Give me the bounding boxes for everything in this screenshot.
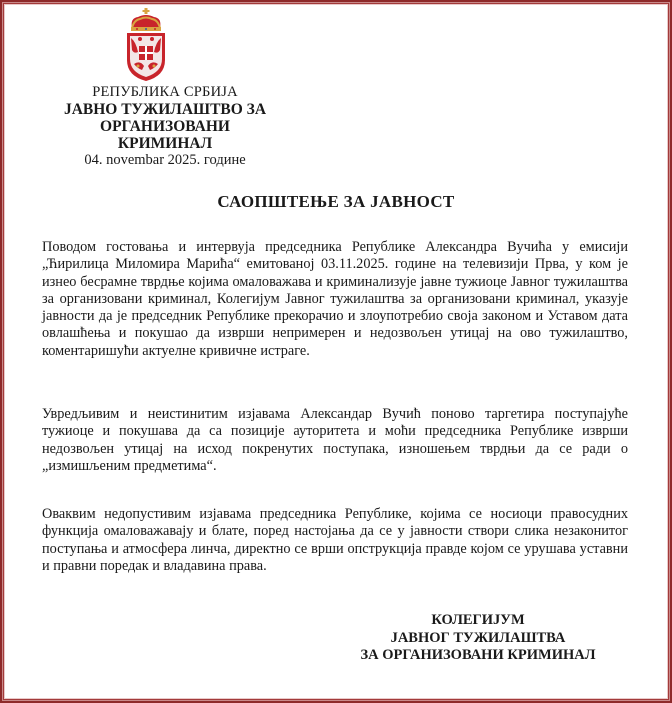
signature-line2: ЈАВНОГ ТУЖИЛАШТВА <box>390 629 566 646</box>
document-title: САОПШТЕЊЕ ЗА ЈАВНОСТ <box>217 192 455 211</box>
signature-line3: ЗА ОРГАНИЗОВАНИ КРИМИНАЛ <box>360 647 596 663</box>
institution-name-line1: ЈАВНО ТУЖИЛАШТВО ЗА <box>63 101 267 118</box>
document-date: 04. novembar 2025. године <box>84 152 246 168</box>
signature-line1: КОЛЕГИЈУМ <box>431 612 525 628</box>
paragraph-3: Оваквим недопустивим изјавама председника Републике, којима се носиоци правосудних функција омаловажавају и блате, поред настојања да се у јавности створи слика незаконитог поступања и атмосфера линча, директно се врши опструкција правде којом се урушава уставни и правни поредак и владавина права. <box>42 506 628 574</box>
paragraph-1: Поводом гостовања и интервуја председника Републике Александра Вучића у емисији „Ћирилица Миломира Марића“ емитованој 03.11.2025. године на телевизији Прва, у ком је изнео бесрамне тврдње којима омаловажава и криминализује јавне тужиоце Јавног тужилаштва за организовани криминал, Колегијум Јавног тужилаштва за организовани криминал, указује јавности да је председник Републике прекорачио и злоупотребио своја законом и Уставом дата овлашћења и покушао да изврши непримерен и недозвољен утицај на ово тужилаштво, коментаришући актуелне кривичне истраге. <box>42 239 628 359</box>
issuer-header <box>60 84 270 169</box>
signature-block <box>355 612 601 665</box>
country-name: РЕПУБЛИКА СРБИЈА <box>92 84 238 100</box>
institution-name-line2: ОРГАНИЗОВАНИ КРИМИНАЛ <box>100 118 230 152</box>
paragraph-2: Увредљивим и неистинитим изјавама Александар Вучић поново таргетира поступајуће тужиоце и покушава да са позиције ауторитета и моћи председника Републике изврши недозвољен утицај на исход покренутих поступака, изношењем тврдњи да се ради о „измишљеним предметима“. <box>42 406 628 474</box>
crown-icon <box>131 8 161 31</box>
serbian-coat-of-arms-icon <box>124 8 168 82</box>
